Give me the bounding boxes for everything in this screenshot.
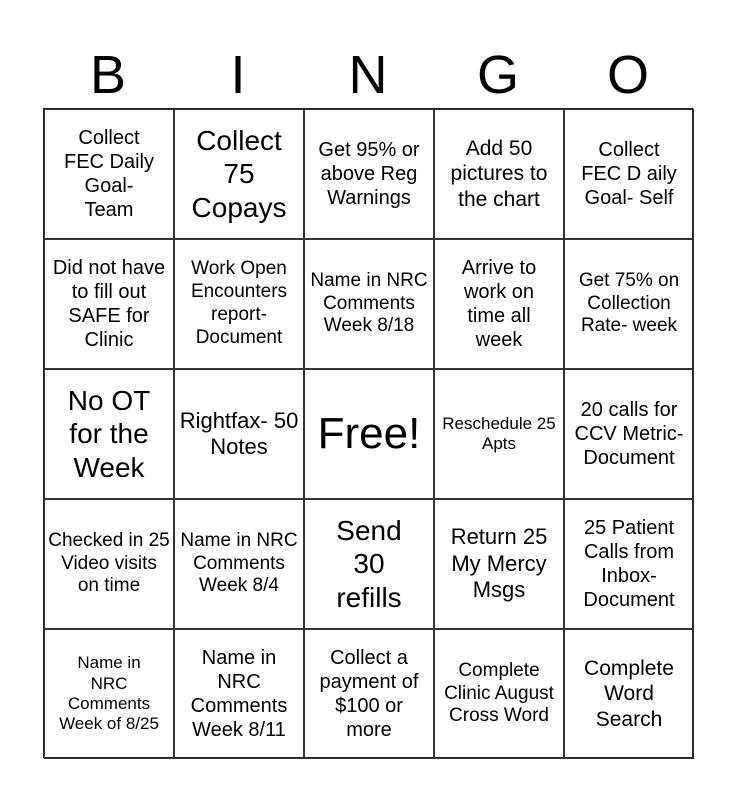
cell-text: Checked in 25 Video visits on time (48, 529, 170, 597)
bingo-grid (43, 108, 693, 758)
cell-text: Collect FEC D aily Goal- Self (581, 139, 677, 209)
cell-text: Reschedule 25 Apts (442, 413, 556, 453)
cell-text: Rightfax- 50 Notes (179, 407, 299, 459)
cell-text: Collect 75 Copays (191, 124, 287, 223)
header-letter-g: G (476, 45, 519, 105)
cell-text: Arrive to work on time all week (461, 257, 537, 351)
bingo-cell (44, 629, 174, 759)
bingo-cell (564, 629, 694, 759)
cell-text: Complete Word Search (584, 657, 674, 731)
bingo-cell (304, 239, 434, 369)
cell-text: No OT for the Week (67, 384, 151, 483)
cell-text: 20 calls for CCV Metric- Document (574, 399, 684, 469)
cell-text: Get 75% on Collection Rate- week (578, 269, 680, 337)
cell-text: Collect a payment of $100 or more (319, 647, 419, 741)
cell-text: Send 30 refills (336, 514, 402, 613)
cell-text: Collect FEC Daily Goal- Team (63, 127, 154, 221)
bingo-cell (434, 239, 564, 369)
cell-text: 25 Patient Calls from Inbox- Document (583, 517, 675, 611)
bingo-cell (44, 499, 174, 629)
bingo-cell (304, 629, 434, 759)
bingo-cell (174, 499, 304, 629)
bingo-cell (564, 239, 694, 369)
bingo-cell (434, 629, 564, 759)
bingo-cell (434, 369, 564, 499)
cell-text: Name in NRC Comments Week 8/11 (190, 647, 288, 741)
header-letter-i: I (230, 45, 246, 105)
cell-text: Free! (317, 408, 421, 458)
cell-text: Get 95% or above Reg Warnings (318, 139, 420, 209)
header-letter-o: O (606, 45, 649, 105)
bingo-cell (44, 369, 174, 499)
bingo-header (43, 42, 693, 108)
bingo-cell (564, 499, 694, 629)
header-letter-n: N (348, 45, 388, 105)
bingo-cell (174, 369, 304, 499)
bingo-cell (174, 629, 304, 759)
cell-text: Return 25 My Mercy Msgs (450, 524, 548, 603)
cell-text: Name in NRC Comments Week 8/4 (180, 529, 298, 597)
bingo-cell (174, 109, 304, 239)
bingo-cell (564, 109, 694, 239)
bingo-cell (434, 499, 564, 629)
bingo-cell (434, 109, 564, 239)
cell-text: Work Open Encounters report- Document (190, 258, 288, 348)
cell-text: Add 50 pictures to the chart (450, 137, 548, 211)
bingo-cell (304, 369, 434, 499)
header-letter-b: B (89, 45, 127, 105)
cell-text: Did not have to fill out SAFE for Clinic (52, 257, 166, 351)
bingo-cell (44, 109, 174, 239)
bingo-cell (174, 239, 304, 369)
cell-text: Complete Clinic August Cross Word (444, 659, 554, 727)
bingo-cell (564, 369, 694, 499)
cell-text: Name in NRC Comments Week 8/18 (310, 269, 428, 337)
cell-text: Name in NRC Comments Week of 8/25 (59, 653, 159, 734)
bingo-cell (304, 109, 434, 239)
bingo-cell (44, 239, 174, 369)
bingo-cell (304, 499, 434, 629)
